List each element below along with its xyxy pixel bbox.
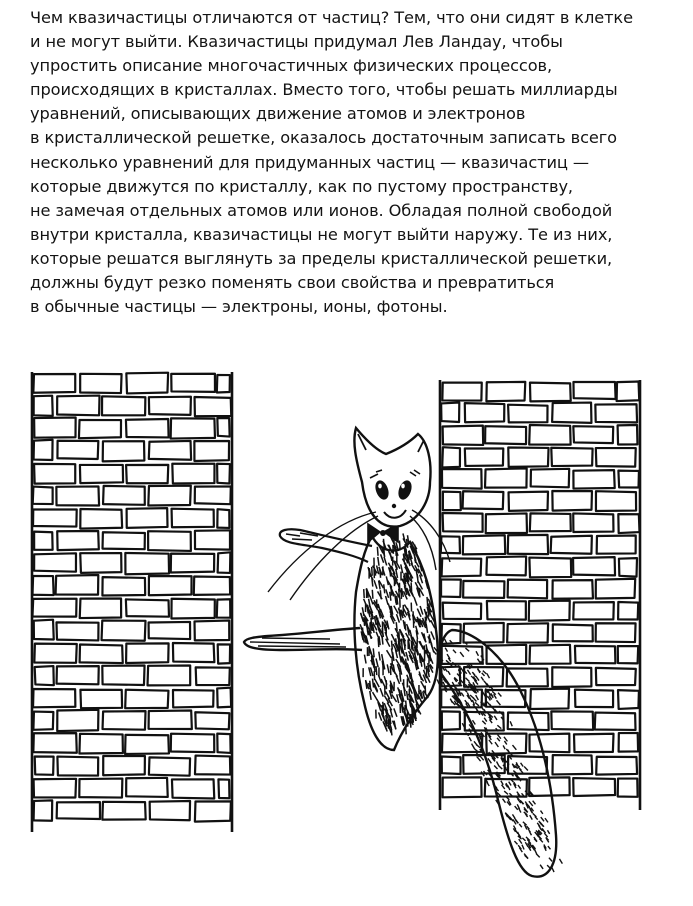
brick — [102, 577, 145, 595]
brick — [80, 465, 123, 483]
brick — [463, 623, 503, 643]
brick — [618, 471, 639, 488]
brick — [508, 405, 547, 423]
brick — [80, 599, 121, 619]
brick — [149, 441, 191, 460]
brick — [529, 645, 570, 664]
brick — [33, 712, 53, 730]
brick — [149, 710, 192, 729]
brick — [487, 645, 527, 664]
brick — [125, 735, 169, 754]
cat-between-brick-walls-drawing — [0, 330, 693, 906]
brick — [173, 643, 214, 662]
brick — [553, 624, 593, 641]
brick — [552, 667, 591, 687]
brick — [530, 383, 571, 402]
brick — [465, 449, 503, 466]
brick — [126, 643, 169, 663]
paragraph-line: Чем квазичастицы отличаются от частиц? Тем, что они сидят в клетке — [30, 8, 633, 27]
brick — [529, 601, 570, 621]
brick — [529, 734, 569, 753]
brick — [80, 509, 122, 529]
cat-whiskers — [268, 510, 450, 600]
brick — [195, 397, 232, 416]
brick — [217, 509, 229, 528]
brick — [574, 734, 614, 752]
brick — [442, 711, 460, 729]
brick — [79, 420, 121, 438]
brick — [441, 579, 461, 597]
brick — [487, 601, 526, 620]
brick — [195, 530, 230, 549]
brick — [126, 419, 169, 437]
brick — [57, 710, 98, 731]
brick — [35, 666, 54, 685]
brick — [552, 403, 591, 423]
brick — [575, 646, 615, 663]
brick — [32, 576, 53, 595]
brick — [102, 621, 146, 641]
brick — [531, 469, 570, 488]
brick — [34, 440, 53, 460]
brick — [486, 382, 525, 401]
brick — [218, 779, 229, 798]
brick — [442, 469, 482, 489]
brick — [217, 464, 230, 484]
brick — [530, 689, 569, 709]
brick — [573, 778, 615, 796]
brick — [195, 712, 229, 729]
brick — [57, 666, 99, 684]
brick — [442, 757, 461, 774]
brick — [618, 646, 638, 663]
brick — [443, 513, 483, 532]
brick — [573, 382, 615, 399]
brick — [217, 734, 230, 753]
brick — [194, 441, 229, 461]
brick — [217, 688, 231, 708]
brick — [618, 514, 639, 533]
brick — [57, 757, 98, 776]
brick — [485, 468, 527, 487]
paragraph-line: внутри кристалла, квазичастицы не могут выйти наружу. Те из них, — [30, 224, 613, 244]
brick — [463, 581, 504, 598]
brick — [596, 491, 636, 511]
brick — [171, 554, 214, 573]
brick — [150, 801, 190, 820]
brick — [595, 713, 636, 730]
brick — [79, 779, 122, 798]
brick — [171, 734, 215, 752]
brick — [552, 491, 592, 511]
brick — [32, 599, 76, 617]
brick — [552, 755, 592, 774]
article-paragraph — [30, 6, 670, 319]
paragraph-line: и не могут выйти. Квазичастицы придумал Лев Ландау, чтобы — [30, 32, 563, 52]
brick — [573, 513, 613, 532]
brick — [34, 464, 75, 484]
brick — [125, 690, 168, 708]
cat-body-fur — [360, 533, 435, 735]
brick — [57, 802, 100, 819]
brick — [619, 558, 637, 577]
brick — [103, 441, 145, 461]
brick — [194, 576, 230, 594]
cat-raised-arm — [280, 529, 372, 562]
brick — [80, 374, 121, 393]
brick — [126, 599, 169, 616]
brick — [597, 536, 636, 554]
paragraph-line: не замечая отдельных атомов или ионов. Обладая полной свободой — [30, 200, 613, 220]
brick — [57, 441, 98, 459]
brick — [618, 602, 638, 619]
brick — [573, 470, 614, 488]
brick — [126, 373, 168, 394]
brick — [57, 396, 99, 416]
brick — [56, 575, 99, 595]
brick — [551, 711, 593, 729]
brick — [34, 396, 53, 416]
brick — [596, 623, 636, 642]
brick — [217, 599, 231, 617]
brick — [551, 536, 592, 554]
brick — [172, 779, 214, 798]
brick — [33, 487, 53, 504]
brick — [79, 734, 122, 754]
brick — [573, 557, 615, 575]
brick — [485, 426, 526, 444]
brick — [575, 690, 613, 707]
paragraph-line: должны будут резко поменять свои свойства и превратиться — [30, 273, 555, 293]
brick — [148, 486, 190, 506]
brick — [595, 404, 637, 422]
brick — [552, 580, 592, 599]
brick — [486, 556, 526, 575]
brick — [218, 552, 231, 573]
brick — [80, 553, 121, 573]
brick — [35, 757, 54, 775]
brick — [80, 645, 123, 664]
brick — [442, 383, 481, 401]
brick — [102, 396, 145, 415]
brick — [127, 508, 168, 528]
brick — [463, 491, 504, 509]
brick — [103, 486, 145, 505]
brick — [507, 623, 548, 642]
brick — [149, 576, 192, 595]
brick — [34, 644, 76, 663]
brick — [195, 621, 230, 641]
brick — [443, 603, 481, 619]
brick — [618, 690, 639, 709]
brick — [148, 665, 191, 685]
brick — [217, 375, 230, 393]
brick — [102, 666, 144, 685]
brick — [508, 580, 548, 599]
paragraph-line: которые движутся по кристаллу, как по пустому пространству, — [30, 176, 573, 196]
brick — [596, 668, 636, 685]
brick — [195, 756, 230, 775]
brick — [80, 690, 122, 709]
paragraph-line: в обычные частицы — электроны, ионы, фотоны. — [30, 297, 448, 317]
brick — [508, 447, 548, 466]
brick — [217, 418, 229, 436]
brick — [596, 448, 636, 467]
brick — [196, 667, 230, 685]
brick — [551, 448, 592, 466]
brick — [508, 713, 549, 731]
brick — [56, 486, 99, 505]
brick — [126, 778, 168, 797]
brick — [508, 535, 548, 554]
brick — [509, 492, 548, 511]
paragraph-line: уравнений, описывающих движение атомов и электронов — [30, 104, 526, 124]
brick — [443, 426, 484, 445]
brick — [529, 425, 570, 445]
brick — [573, 602, 614, 619]
paragraph-line: происходящих в кристаллах. Вместо того, чтобы решать миллиарды — [30, 80, 618, 100]
brick — [57, 531, 99, 550]
brick — [149, 397, 191, 415]
brick — [596, 757, 637, 775]
brick — [103, 711, 146, 730]
brick — [465, 403, 505, 422]
paragraph-line: в кристаллической решетке, оказалось достаточным записать всего — [30, 128, 617, 148]
brick — [173, 690, 214, 707]
left-brick-wall — [32, 372, 232, 832]
brick — [34, 779, 77, 798]
brick — [103, 532, 145, 549]
brick — [172, 464, 214, 484]
brick — [443, 492, 461, 510]
brick — [149, 757, 190, 775]
brick — [33, 509, 77, 526]
brick — [441, 402, 459, 422]
brick — [442, 447, 460, 467]
brick — [172, 509, 214, 528]
brick — [56, 622, 98, 640]
brick — [33, 733, 76, 753]
brick — [529, 558, 571, 578]
paragraph-line: которые решатся выглянуть за пределы кристаллической решетки, — [30, 248, 613, 268]
brick — [33, 689, 75, 707]
brick — [442, 558, 482, 576]
brick — [34, 620, 54, 640]
brick — [171, 599, 214, 619]
brick — [218, 644, 230, 663]
brick — [149, 622, 191, 639]
paragraph-line: несколько уравнений для придуманных частиц — квазичастиц — — [30, 152, 589, 172]
brick — [102, 802, 145, 820]
brick — [34, 417, 76, 437]
brick — [463, 535, 505, 554]
brick — [171, 374, 215, 392]
brick — [34, 532, 52, 550]
brick — [573, 426, 613, 443]
brick — [126, 465, 168, 483]
brick — [195, 486, 231, 504]
brick — [125, 553, 169, 574]
brick — [618, 779, 638, 797]
brick — [34, 800, 53, 820]
cat-head — [354, 428, 430, 527]
brick — [33, 374, 75, 393]
brick — [195, 801, 231, 821]
brick — [103, 756, 145, 775]
brick — [618, 425, 638, 445]
brick — [530, 513, 571, 531]
brick — [596, 579, 635, 599]
brick — [171, 418, 215, 438]
brick — [619, 733, 639, 752]
brick — [443, 777, 482, 797]
brick — [486, 513, 527, 533]
brick — [617, 382, 640, 402]
brick — [34, 553, 76, 571]
brick — [148, 531, 191, 551]
paragraph-line: упростить описание многочастичных физических процессов, — [30, 56, 553, 76]
